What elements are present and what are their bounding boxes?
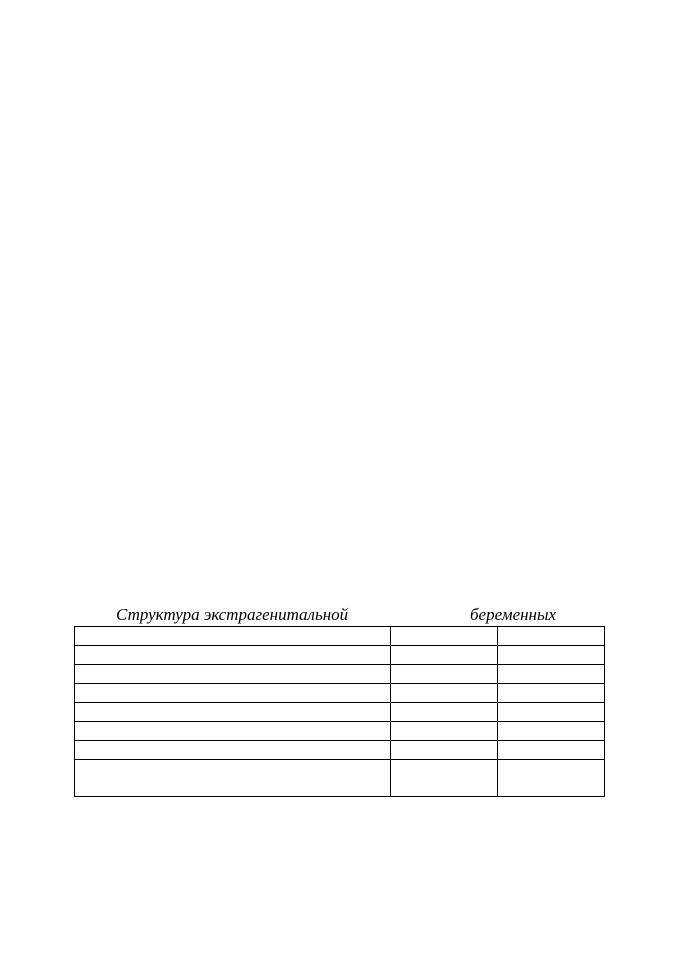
table-cell — [498, 703, 605, 722]
table-cell — [498, 722, 605, 741]
data-table — [74, 626, 605, 797]
table-cell — [75, 665, 391, 684]
table-cell — [75, 703, 391, 722]
table-cell — [391, 646, 498, 665]
table-row — [75, 646, 605, 665]
table-cell — [391, 760, 498, 797]
table-cell — [75, 627, 391, 646]
table-cell — [75, 646, 391, 665]
table-cell — [498, 741, 605, 760]
table-cell — [391, 684, 498, 703]
table-caption-left: Структура экстрагенитальной — [116, 605, 349, 624]
table-row — [75, 760, 605, 797]
table-cell — [75, 722, 391, 741]
table-row — [75, 665, 605, 684]
table-cell — [391, 741, 498, 760]
table-cell — [75, 741, 391, 760]
table-row — [75, 722, 605, 741]
table-cell — [391, 627, 498, 646]
table-row — [75, 684, 605, 703]
table-cell — [75, 760, 391, 797]
table-caption-right: беременных — [470, 605, 557, 624]
table-cell — [498, 760, 605, 797]
table-cell — [498, 684, 605, 703]
table-cell — [391, 722, 498, 741]
table-row — [75, 627, 605, 646]
table-cell — [391, 665, 498, 684]
table-row — [75, 703, 605, 722]
table-row — [75, 741, 605, 760]
table-cell — [391, 703, 498, 722]
table-cell — [498, 665, 605, 684]
table-cell — [498, 627, 605, 646]
table-cell — [75, 684, 391, 703]
table-cell — [498, 646, 605, 665]
